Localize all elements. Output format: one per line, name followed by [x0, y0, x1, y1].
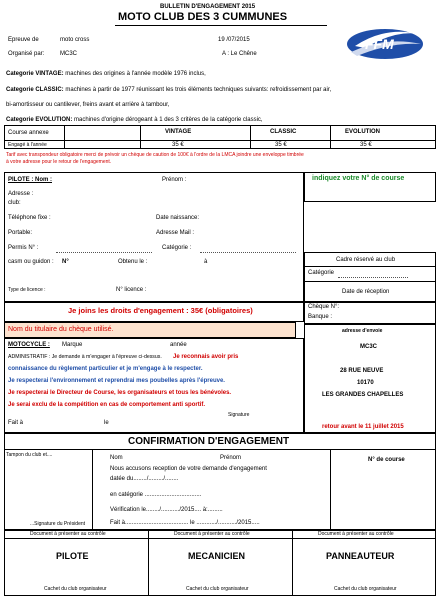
cadre-categorie: Catégorie	[308, 270, 335, 276]
permis-label: Permis N° :	[8, 245, 39, 251]
price-table-vdiv	[64, 125, 65, 149]
price-row2-label: Engagé à l'année	[8, 142, 47, 148]
categorie-field[interactable]	[200, 252, 296, 253]
cadre-divider	[304, 281, 436, 282]
cadre-label: Cadre réservé au club	[336, 257, 396, 263]
footer-divider	[4, 538, 436, 539]
prenom-label: Prénom :	[162, 177, 187, 183]
mail-label: Adresse Mail :	[156, 230, 195, 236]
confirmation-title: CONFIRMATION D'ENGAGEMENT	[128, 436, 290, 447]
cat-classic-text: machines à partir de 1977 réunissant les trois éléments techniques suivants: refroidissement par air,	[65, 87, 332, 93]
no-label: N°	[62, 259, 69, 265]
footer-vdiv	[292, 530, 293, 596]
engagement-box	[4, 338, 304, 433]
no-licence-label: N° licence :	[116, 287, 147, 293]
a-label: à	[204, 259, 208, 265]
pilot-box	[4, 172, 304, 302]
confirmation-vdiv	[92, 449, 93, 530]
envoi-club: MC3C	[360, 344, 378, 350]
cat-evolution-label: Categorie EVOLUTION:	[6, 117, 73, 123]
doc-label-mecanicien: Document à présenter au contrôle	[174, 531, 250, 537]
engagement-line4: Je respecterai le Directeur de Course, les organisateurs et tous les bénévoles.	[8, 390, 232, 396]
cat-classic	[6, 87, 331, 93]
envoi-ville: LES GRANDES CHAPELLES	[322, 392, 404, 398]
engagement-line2: connaissance du règlement particulier et je m'engage à le respecter.	[8, 366, 203, 372]
epreuve-label: Epreuve de	[8, 37, 39, 43]
permis-field[interactable]	[56, 252, 152, 253]
confirmation-box	[4, 433, 436, 530]
ffm-logo	[345, 22, 425, 62]
envoi-box	[304, 324, 436, 433]
cat-vintage	[6, 71, 206, 77]
col-evolution: EVOLUTION	[345, 129, 381, 135]
annee-label: année	[170, 342, 187, 348]
cat-classic-2: bi-amortisseur ou cantilever, freins avant et arrière à tambour,	[6, 102, 170, 108]
portable-label: Portable:	[8, 230, 33, 236]
epreuve-value: moto cross	[60, 37, 90, 43]
type-licence-label: Type de licence :	[8, 287, 46, 293]
conf-verification: Vérification le......../.........../2015.... à:.........	[110, 507, 223, 513]
casm-label: casm ou guidon :	[8, 259, 54, 265]
price-evolution: 35 €	[360, 142, 372, 148]
banque: Banque :	[308, 314, 333, 320]
cat-evolution	[6, 117, 263, 123]
categorie-label: Catégorie :	[162, 245, 192, 251]
confirmation-vdiv	[330, 449, 331, 530]
obtenu-label: Obtenu le :	[118, 259, 148, 265]
organise-label: Organisé par:	[8, 51, 45, 57]
conf-accusons: Nous accusons reception de votre demande d'engagement	[110, 466, 267, 472]
marque-label: Marque	[62, 342, 83, 348]
envoi-retour: retour avant le 11 juillet 2015	[322, 424, 404, 430]
signature-label: Signature	[228, 412, 250, 418]
conf-datee: datée du......../........./........	[110, 476, 179, 482]
date-reception: Date de réception	[342, 289, 390, 295]
price-classic: 35 €	[275, 142, 287, 148]
club-label: club:	[8, 200, 21, 206]
engagement-line1: Je reconnais avoir pris	[173, 354, 239, 360]
cat-evolution-text: machines d'origine dérogeant à 1 des 3 critères de la catégorie classic,	[74, 117, 263, 123]
signature-president: ...Signature du Président	[30, 521, 86, 527]
envoi-cp: 10170	[357, 380, 374, 386]
col-classic: CLASSIC	[270, 129, 297, 135]
engagement-line5: Je serai exclu de la compétition en cas de comportement anti sportif.	[8, 402, 206, 408]
price-table-vdiv	[330, 125, 331, 149]
cat-vintage-text: machines des origines à l'année modèle 1976 inclus,	[65, 71, 206, 77]
indiquez-course: indiquez votre N° de course	[312, 175, 405, 182]
conf-fait: Fait à...................................... le ............/.........../2015.....	[110, 520, 260, 526]
administratif: ADMINISTRATIF : Je demande à m'engager à l'épreuve ci-dessus.	[8, 354, 162, 360]
droits-text: Je joins les droits d'engagement : 35€ (obligatoires)	[68, 306, 253, 315]
le-label: le	[104, 420, 109, 426]
confirmation-divider	[4, 449, 436, 450]
cachet-panneauteur: Cachet du club organisateur	[334, 586, 397, 592]
tampon-label: Tampon du club et....	[6, 452, 53, 458]
price-table-hdiv	[4, 140, 436, 141]
conf-nom: Nom	[110, 455, 123, 461]
club-title: MOTO CLUB DES 3 CUMMUNES	[118, 11, 288, 23]
footer-panneauteur: PANNEAUTEUR	[326, 551, 395, 561]
conf-en-categorie: en catégorie ..................................	[110, 492, 202, 498]
date-value: 19 /07/2015	[218, 37, 250, 43]
conf-prenom: Prénom	[220, 455, 242, 461]
title-underline	[115, 25, 327, 26]
bulletin-title: BULLETIN D'ENGAGEMENT 2015	[160, 4, 256, 10]
cat-classic-label: Categorie CLASSIC:	[6, 87, 64, 93]
adresse-label: Adresse :	[8, 191, 34, 197]
price-vintage: 35 €	[172, 142, 184, 148]
logo-text: FFM	[365, 36, 394, 52]
cachet-pilote: Cachet du club organisateur	[44, 586, 107, 592]
doc-label-panneauteur: Document à présenter au contrôle	[318, 531, 394, 537]
tel-label: Téléphone fixe :	[8, 215, 51, 221]
cheque-no: Chèque N°:	[308, 304, 340, 310]
footer-mecanicien: MECANICIEN	[188, 551, 246, 561]
price-table-vdiv	[140, 125, 141, 149]
lieu-value: A : Le Chêne	[222, 51, 257, 57]
col-vintage: VINTAGE	[165, 129, 192, 135]
organise-value: MC3C	[60, 51, 78, 57]
cadre-divider	[304, 266, 436, 267]
price-row1-label: Course annexe	[8, 130, 49, 136]
price-table-vdiv	[250, 125, 251, 149]
doc-label-pilote: Document à présenter au contrôle	[30, 531, 106, 537]
cachet-mecanicien: Cachet du club organisateur	[186, 586, 249, 592]
engagement-line3: Je respecterai l'environnement et reprendrai mes poubelles après l'épreuve.	[8, 378, 225, 384]
cat-vintage-label: Categorie VINTAGE:	[6, 71, 64, 77]
footer-pilote: PILOTE	[56, 551, 89, 561]
naissance-label: Date naissance:	[156, 215, 200, 221]
envoi-label: adresse d'envoie	[342, 328, 383, 334]
motocycle-label: MOTOCYCLE :	[8, 342, 50, 348]
transponder-note: Tarif avec transpondeur obligatoire merci de prévoir un chèque de caution de 100€ à l'ordre de la LMCA joindre une enveloppe timbrée à votre adresse pour le retour de l'engagement.	[6, 152, 304, 165]
cadre-categorie-field[interactable]	[338, 277, 408, 278]
conf-no-course: N° de course	[368, 457, 405, 463]
titulaire-label: Nom du titulaire du chèque utilisé.	[8, 326, 114, 333]
envoi-rue: 28 RUE NEUVE	[340, 368, 384, 374]
fait-a-label: Fait à	[8, 420, 24, 426]
pilote-label: PILOTE : Nom :	[8, 177, 52, 183]
footer-vdiv	[148, 530, 149, 596]
